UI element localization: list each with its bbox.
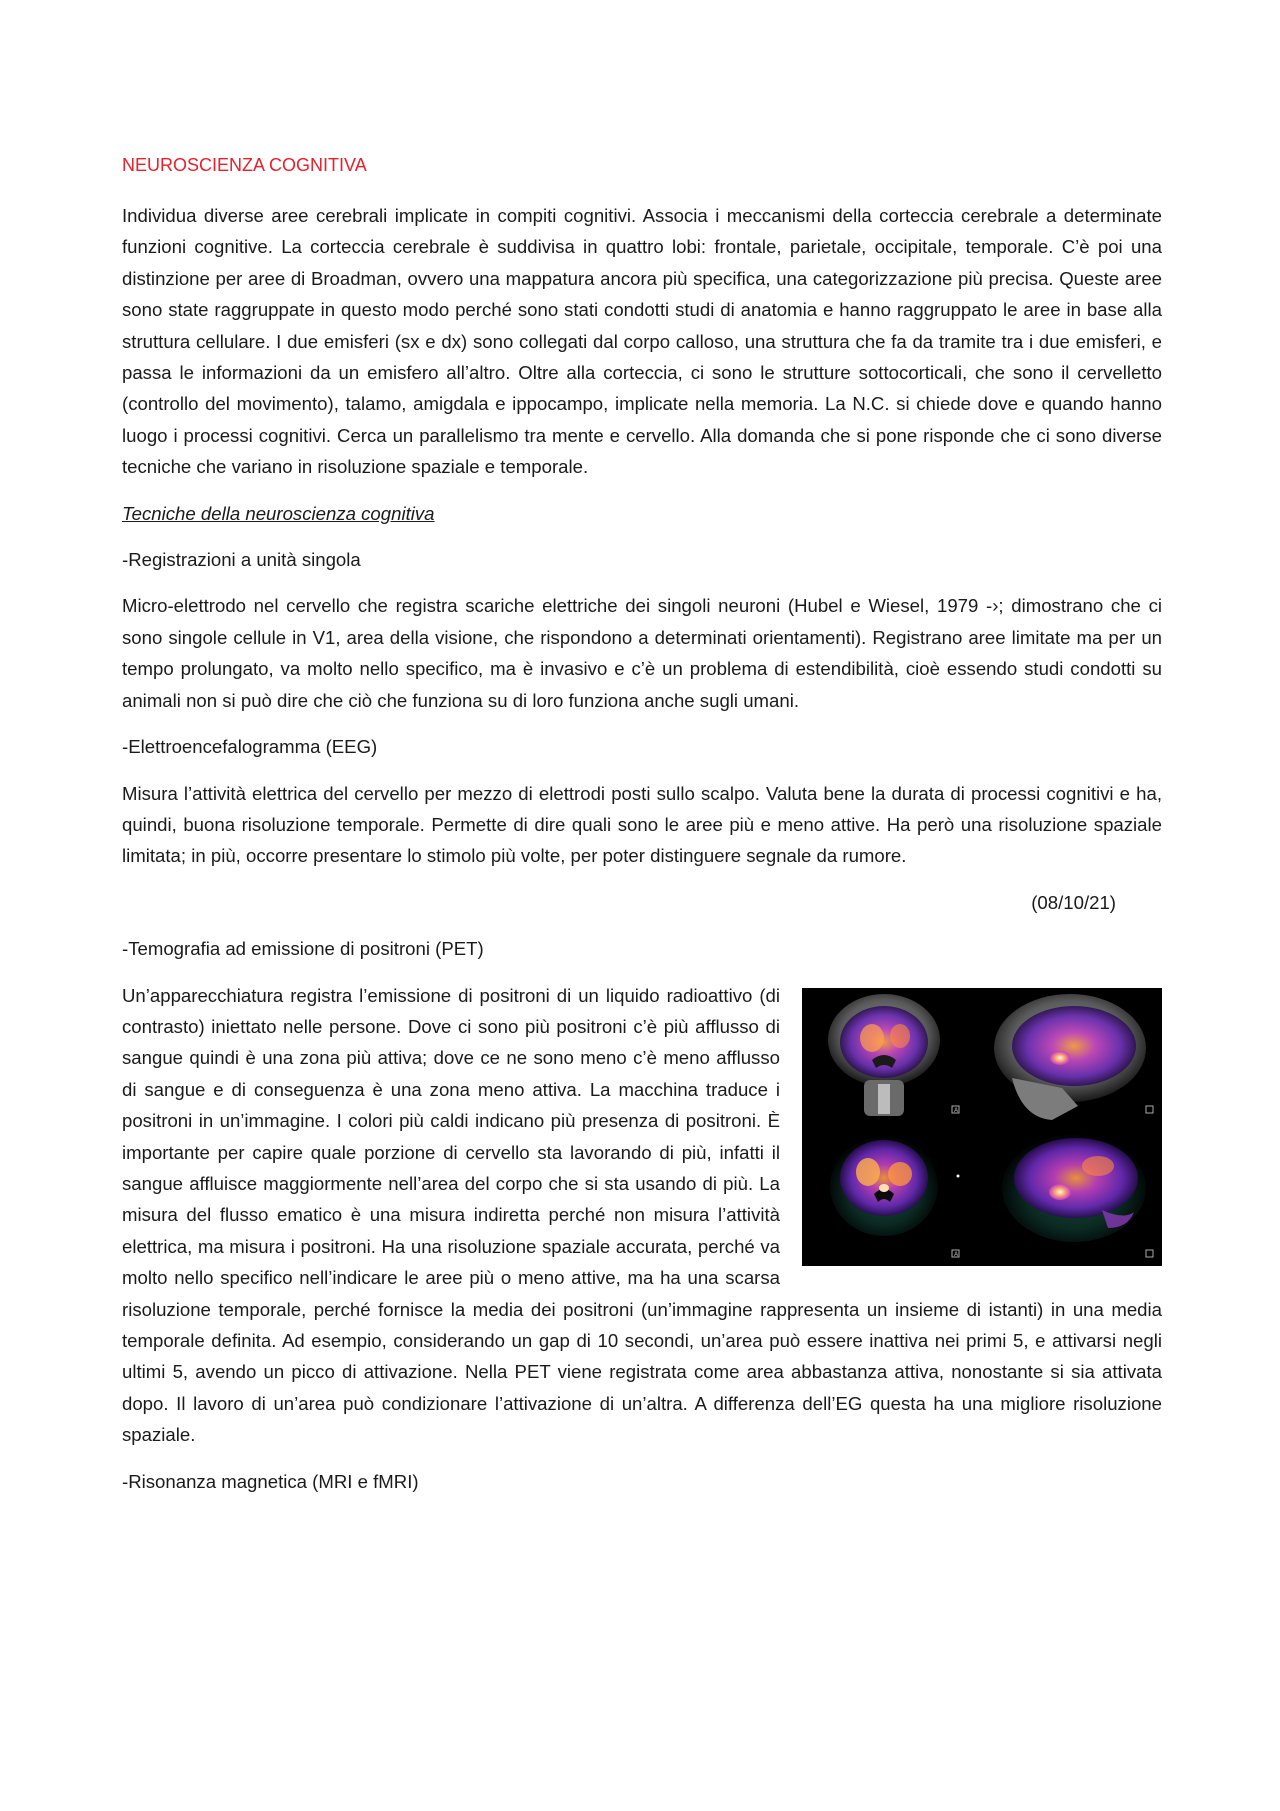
pet-section [122,980,1162,1451]
sagittal-fused-scan [994,994,1153,1120]
pet-heading: -Temografia ad emissione di positroni (PET) [122,938,484,960]
sagittal-pet-scan [1002,1134,1153,1257]
date-note: (08/10/21) [1031,891,1116,913]
eeg-body: Misura l’attività elettrica del cervello per mezzo di elettrodi posti sullo scalpo. Valuta bene la durata di processi cognitivi e ha, quindi, buona risoluzione temporale. Permette di dire quali sono le aree più e meno attive. Ha però una risoluzione spaziale limitata; in più, occorre presentare lo stimolo più volte, per poter distinguere segnale da rumore. [122,782,1162,867]
single-unit-body: Micro-elettrodo nel cervello che registra scariche elettriche dei singoli neuroni (Hubel e Wiesel, 1979 -›; dimostrano che ci sono singole cellule in V1, area della visione, che rispondono a determinati orientamenti). Registrano aree limitate ma per un tempo prolungato, va molto nello specifico, ma è invasivo e c’è un problema di estendibilità, cioè essendo studi condotti su animali non si può dire che ciò che funziona su di loro funziona anche sugli umani. [122,595,1162,711]
mri-heading: -Risonanza magnetica (MRI e fMRI) [122,1470,419,1492]
pet-scan-graphic [802,988,1162,1266]
pet-body: Un’apparecchiatura registra l’emissione di positroni di un liquido radioattivo (di contrasto) iniettato nelle persone. Dove ci sono più positroni c’è più afflusso di sangue quindi è una zona più attiva; dove ce ne sono meno c’è meno afflusso di sangue e di conseguenza è una zona meno attiva. La macchina traduce i positroni in un’immagine. I colori più caldi indicano più presenza di positroni. È importante per capire quale porzione di cervello sta lavorando di più, infatti il sangue affluisce maggiormente nell’area del corpo che si sta usando di più. La misura del flusso ematico è una misura indiretta perché non misura l’attività elettrica, ma misura i positroni. Ha una risoluzione spaziale accurata, perché va molto nello specifico nell’indicare le aree più o meno attive, ma ha una scarsa risoluzione temporale, perché fornisce la media dei positroni (un’immagine rappresenta un insieme di istanti) in una media temporale definita. Ad esempio, considerando un gap di 10 secondi, un’area può essere inattiva nei primi 5, e attivarsi negli ultimi 5, avendo un picco di attivazione. Nella PET viene registrata come area abbastanza attiva, nonostante si sia attivata dopo. Il lavoro di un’area può condizionare l’attivazione di un’altra. A differenza dell’EG questa ha una migliore risoluzione spaziale. [122,984,1162,1446]
single-unit-heading: -Registrazioni a unità singola [122,549,361,571]
intro-paragraph: Individua diverse aree cerebrali implicate in compiti cognitivi. Associa i meccanismi della corteccia cerebrale a determinate funzioni cognitive. La corteccia cerebrale è suddivisa in quattro lobi: frontale, parietale, occipitale, temporale. C’è poi una distinzione per aree di Broadman, ovvero una mappatura ancora più specifica, una categorizzazione più precisa. Queste aree sono state raggruppate in questo modo perché sono stati condotti studi di anatomia e hanno raggruppato le aree in base alla struttura cellulare. I due emisferi (sx e dx) sono collegati dal corpo calloso, una struttura che fa da tramite tra i due emisferi, e passa le informazioni da un emisfero all’altro. Oltre alla corteccia, ci sono le strutture sottocorticali, che sono il cervelletto (controllo del movimento), talamo, amigdala e ippocampo, implicate nella memoria. La N.C. si chiede dove e quando hanno luogo i processi cognitivi. Cerca un parallelismo tra mente e cervello. Alla domanda che si pone risponde che ci sono diverse tecniche che variano in risoluzione spaziale e temporale. [122,205,1162,478]
coronal-pet-scan [830,1136,960,1257]
pet-scan-image [802,988,1162,1266]
techniques-heading: Tecniche della neuroscienza cognitiva [122,502,435,524]
document-title: NEUROSCIENZA COGNITIVA [122,155,367,175]
eeg-heading: -Elettroencefalogramma (EEG) [122,736,378,758]
document-page [122,150,1162,1497]
scan-marker-top-left: A [954,1106,959,1114]
coronal-fused-scan [828,994,959,1116]
scan-marker-bottom-left: A [954,1250,959,1258]
